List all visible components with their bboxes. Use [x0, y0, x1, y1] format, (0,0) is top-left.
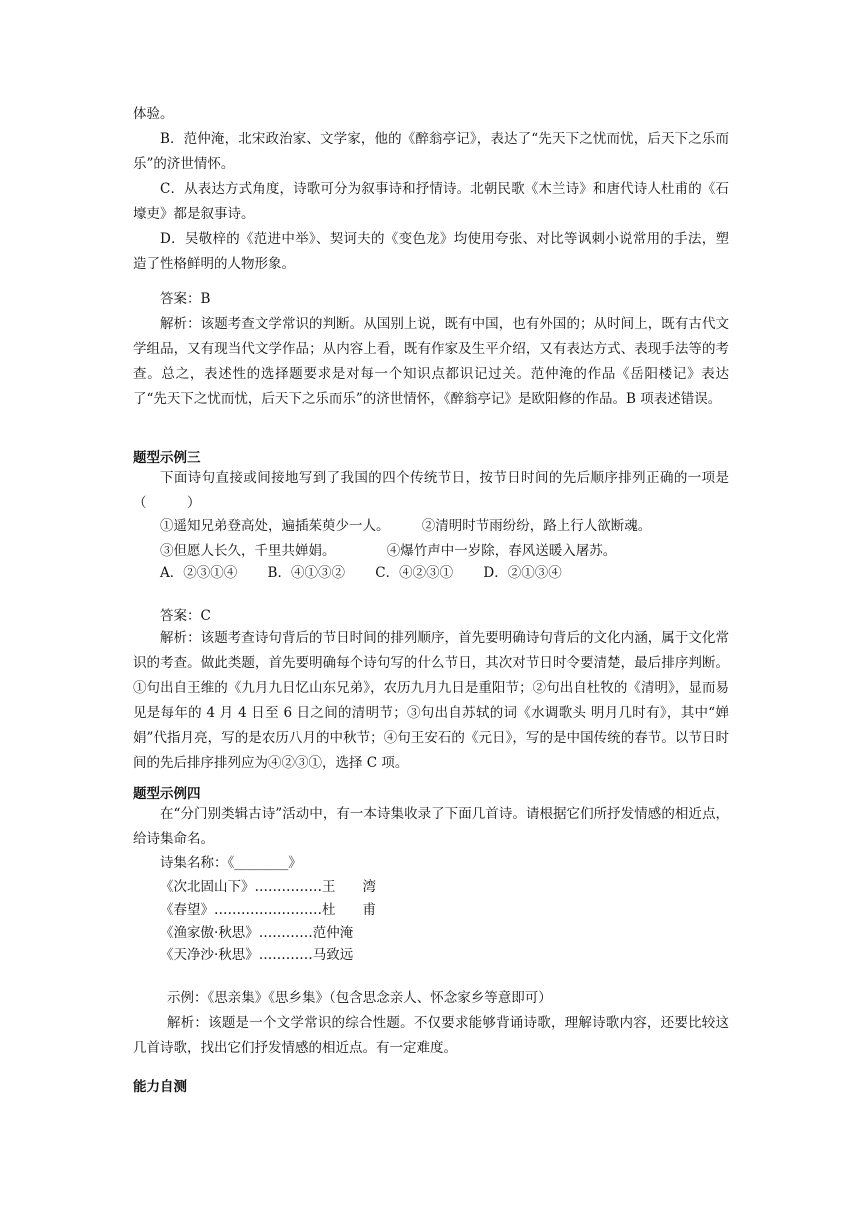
q4-stem: 在“分门别类辑古诗”活动中，有一本诗集收录了下面几首诗。请根据它们所抒发情感的相近点，给诗集命名。 [133, 806, 729, 847]
q4-poem-3: 《渔家傲·秋思》…………范仲淹 [160, 925, 354, 941]
choice-b: B．④①③② [267, 565, 345, 581]
q3-answer: 答案：C [160, 608, 211, 624]
choice-c: C．④②③① [375, 565, 454, 581]
q2-option-c: C．从表达方式角度，诗歌可分为叙事诗和抒情诗。北朝民歌《木兰诗》和唐代诗人杜甫的《石壕吏》都是叙事诗。 [133, 181, 729, 222]
q3-analysis: 解析：该题考查诗句背后的节日时间的排列顺序，首先要明确诗句背后的文化内涵，属于文化常识的考查。做此类题，首先要明确每个诗句写的什么节日，其次对节日时令要清楚，最后排序判断。①句出自王维的《九月九日忆山东兄弟》，农历九月九日是重阳节；②句出自杜牧的《清明》，显而易见是每年的 4 月 4 日至 6 日之间的清明节；③句出自苏轼的词《水调歌头 明月几时有》，其中“婵娟”代指月亮，写的是农历八月的中秋节；④句王安石的《元日》，写的是中国传统的春节。以节日时间的先后排序排列应为④②③①，选择 C 项。 [133, 630, 729, 771]
q4-collection-name: 诗集名称：《________》 [160, 855, 302, 871]
choice-d: D．②①③④ [483, 565, 562, 581]
q2-option-d: D．吴敬梓的《范进中举》、契诃夫的《变色龙》均使用夸张、对比等讽刺小说常用的手法，塑造了性格鲜明的人物形象。 [133, 231, 729, 272]
q3-heading: 题型示例三 [133, 450, 201, 466]
verse-1: ①遥知兄弟登高处，遍插茱萸少一人。 [160, 518, 390, 534]
q2-analysis: 解析：该题考查文学常识的判断。从国别上说，既有中国，也有外国的；从时间上，既有古代文学组品，又有现当代文学作品；从内容上看，既有作家及生平介绍，又有表达方式、表现手法等的考查。总之，表述性的选择题要求是对每一个知识点都识记过关。范仲淹的作品《岳阳楼记》表达了“先天下之忧而忧，后天下之乐而乐”的济世情怀，《醉翁亭记》是欧阳修的作品。B 项表述错误。 [133, 316, 729, 407]
q4-example: 示例：《思亲集》《思乡集》（包含思念亲人、怀念家乡等意即可） [167, 990, 552, 1006]
choice-a: A．②③①④ [160, 565, 238, 581]
q4-poem-1: 《次北固山下》……………王 湾 [160, 879, 376, 895]
q4-poem-4: 《天净沙·秋思》…………马致远 [160, 947, 354, 963]
q3-choices [160, 561, 562, 586]
q3-stem: 下面诗句直接或间接地写到了我国的四个传统节日，按节日时间的先后顺序排列正确的一项是（ ） [133, 470, 729, 511]
q2-answer: 答案：B [160, 291, 211, 307]
verse-4: ④爆竹声中一岁除，春风送暖入屠苏。 [386, 543, 617, 559]
q4-poem-2: 《春望》……………………杜 甫 [160, 902, 376, 918]
q3-verse-line-1 [160, 514, 651, 539]
q2-option-b: B．范仲淹，北宋政治家、文学家，他的《醉翁亭记》，表达了“先天下之忧而忧，后天下之乐而乐”的济世情怀。 [133, 131, 729, 172]
verse-3: ③但愿人长久，千里共婵娟。 [160, 543, 336, 559]
section-heading: 能力自测 [133, 1079, 187, 1095]
q4-analysis: 解析：该题是一个文学常识的综合性题。不仅要求能够背诵诗歌，理解诗歌内容，还要比较这几首诗歌，找出它们抒发情感的相近点。有一定难度。 [133, 1015, 729, 1056]
verse-2: ②清明时节雨纷纷，路上行人欲断魂。 [421, 518, 652, 534]
intro-tail: 体验。 [133, 106, 174, 122]
q4-heading: 题型示例四 [133, 786, 201, 802]
